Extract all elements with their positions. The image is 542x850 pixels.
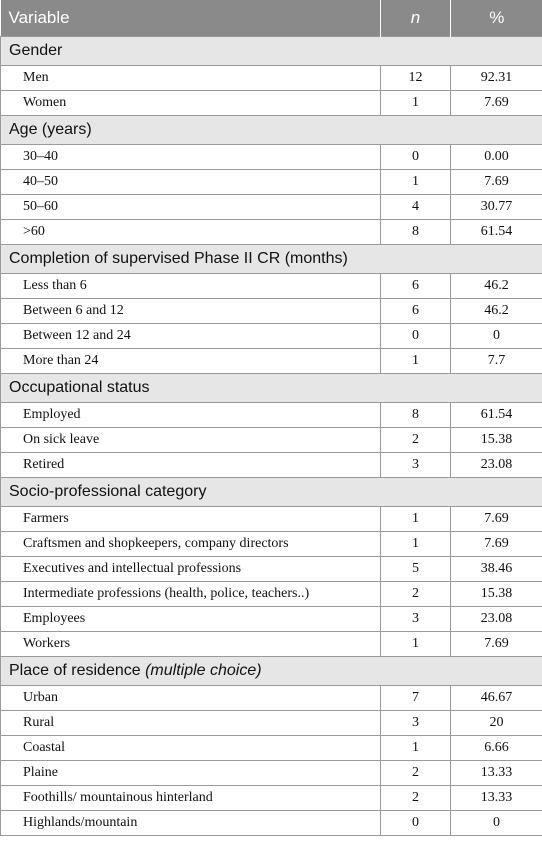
row-label: Between 12 and 24: [1, 324, 381, 349]
header-n: n: [381, 0, 451, 37]
section-title: [1, 37, 542, 66]
row-percent: 30.77: [451, 195, 542, 220]
table-row: [1, 532, 542, 557]
row-percent: 0: [451, 811, 542, 836]
header-row: [1, 0, 542, 37]
row-label: On sick leave: [1, 428, 381, 453]
row-count: 6: [381, 274, 451, 299]
section-title-text: Age (years): [9, 121, 92, 138]
row-percent: 23.08: [451, 453, 542, 478]
section-header-row: [1, 37, 542, 66]
section-title: [1, 245, 542, 274]
row-label: Retired: [1, 453, 381, 478]
row-label: 40–50: [1, 170, 381, 195]
row-label: Rural: [1, 711, 381, 736]
section-header-row: [1, 657, 542, 686]
table-row: [1, 220, 542, 245]
section-title: [1, 116, 542, 145]
row-percent: 7.69: [451, 91, 542, 116]
table-row: [1, 557, 542, 582]
table-row: [1, 170, 542, 195]
row-label: Craftsmen and shopkeepers, company directors: [1, 532, 381, 557]
row-count: 3: [381, 453, 451, 478]
row-count: 12: [381, 66, 451, 91]
row-label: Between 6 and 12: [1, 299, 381, 324]
row-label: Workers: [1, 632, 381, 657]
section-header-row: [1, 245, 542, 274]
row-label: Intermediate professions (health, police, teachers..): [1, 582, 381, 607]
row-percent: 20: [451, 711, 542, 736]
row-count: 1: [381, 170, 451, 195]
row-count: 2: [381, 761, 451, 786]
row-percent: 7.69: [451, 532, 542, 557]
row-label: Coastal: [1, 736, 381, 761]
row-label: Urban: [1, 686, 381, 711]
row-count: 0: [381, 324, 451, 349]
table-row: [1, 786, 542, 811]
row-count: 3: [381, 711, 451, 736]
row-percent: 46.67: [451, 686, 542, 711]
section-title-text: Place of residence: [9, 662, 146, 679]
table-body: [1, 37, 542, 836]
row-count: 2: [381, 428, 451, 453]
row-percent: 46.2: [451, 274, 542, 299]
table-row: [1, 403, 542, 428]
row-count: 8: [381, 220, 451, 245]
row-percent: 7.7: [451, 349, 542, 374]
table-row: [1, 428, 542, 453]
table-row: [1, 91, 542, 116]
row-percent: 0.00: [451, 145, 542, 170]
table-row: [1, 761, 542, 786]
row-percent: 38.46: [451, 557, 542, 582]
section-title-note: (multiple choice): [145, 662, 262, 679]
row-count: 6: [381, 299, 451, 324]
row-percent: 7.69: [451, 170, 542, 195]
row-percent: 7.69: [451, 632, 542, 657]
row-percent: 15.38: [451, 428, 542, 453]
table-row: [1, 507, 542, 532]
row-count: 1: [381, 349, 451, 374]
row-count: 1: [381, 736, 451, 761]
row-label: 30–40: [1, 145, 381, 170]
row-percent: 6.66: [451, 736, 542, 761]
row-count: 3: [381, 607, 451, 632]
section-header-row: [1, 478, 542, 507]
row-count: 2: [381, 786, 451, 811]
table-row: [1, 811, 542, 836]
table-row: [1, 66, 542, 91]
row-percent: 15.38: [451, 582, 542, 607]
row-percent: 13.33: [451, 786, 542, 811]
row-count: 8: [381, 403, 451, 428]
row-label: More than 24: [1, 349, 381, 374]
row-count: 1: [381, 91, 451, 116]
row-percent: 0: [451, 324, 542, 349]
table-row: [1, 607, 542, 632]
section-title-text: Completion of supervised Phase II CR (months): [9, 250, 348, 267]
row-count: 1: [381, 632, 451, 657]
row-label: Plaine: [1, 761, 381, 786]
row-count: 0: [381, 145, 451, 170]
row-count: 1: [381, 507, 451, 532]
row-label: Executives and intellectual professions: [1, 557, 381, 582]
row-percent: 13.33: [451, 761, 542, 786]
section-title: [1, 374, 542, 403]
table-row: [1, 274, 542, 299]
section-title: [1, 478, 542, 507]
table-row: [1, 711, 542, 736]
row-label: Men: [1, 66, 381, 91]
section-title-text: Gender: [9, 42, 63, 59]
table-row: [1, 736, 542, 761]
table-row: [1, 582, 542, 607]
row-label: Farmers: [1, 507, 381, 532]
section-title-text: Socio-professional category: [9, 483, 207, 500]
row-count: 1: [381, 532, 451, 557]
row-percent: 23.08: [451, 607, 542, 632]
row-percent: 92.31: [451, 66, 542, 91]
header-percent: %: [451, 0, 542, 37]
row-count: 7: [381, 686, 451, 711]
table-row: [1, 299, 542, 324]
row-label: >60: [1, 220, 381, 245]
row-label: Foothills/ mountainous hinterland: [1, 786, 381, 811]
section-header-row: [1, 374, 542, 403]
row-label: Less than 6: [1, 274, 381, 299]
table-row: [1, 195, 542, 220]
table-row: [1, 349, 542, 374]
row-label: Highlands/mountain: [1, 811, 381, 836]
section-title-text: Occupational status: [9, 379, 150, 396]
row-label: Employed: [1, 403, 381, 428]
row-count: 5: [381, 557, 451, 582]
row-percent: 61.54: [451, 403, 542, 428]
row-percent: 61.54: [451, 220, 542, 245]
row-label: Employees: [1, 607, 381, 632]
row-percent: 7.69: [451, 507, 542, 532]
table-row: [1, 453, 542, 478]
table-row: [1, 324, 542, 349]
row-percent: 46.2: [451, 299, 542, 324]
table-row: [1, 145, 542, 170]
table-row: [1, 686, 542, 711]
row-count: 4: [381, 195, 451, 220]
row-count: 0: [381, 811, 451, 836]
table-row: [1, 632, 542, 657]
row-label: 50–60: [1, 195, 381, 220]
section-header-row: [1, 116, 542, 145]
row-label: Women: [1, 91, 381, 116]
header-variable: Variable: [1, 0, 381, 37]
section-title: [1, 657, 542, 686]
row-count: 2: [381, 582, 451, 607]
